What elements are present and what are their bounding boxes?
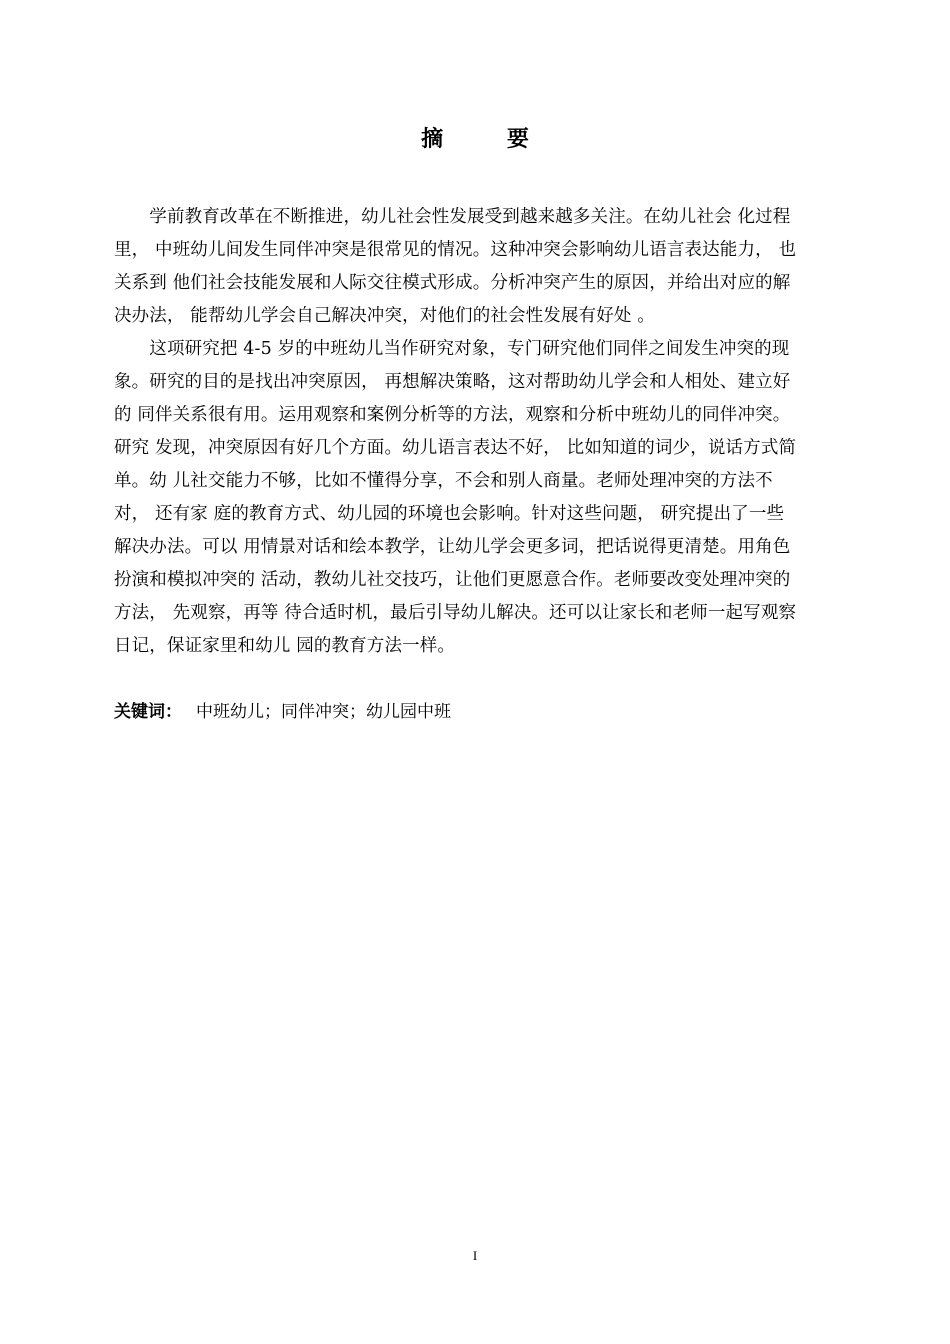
page-number: I	[472, 1248, 478, 1263]
paragraph-line: 单。幼 儿社交能力不够，比如不懂得分享，不会和别人商量。老师处理冲突的方法不	[114, 471, 773, 491]
abstract-title: 摘 要	[421, 127, 557, 152]
paragraph-line: 对， 还有家 庭的教育方式、幼儿园的环境也会影响。针对这些问题， 研究提出了一些	[114, 504, 785, 524]
paragraph-line: 象。研究的目的是找出冲突原因， 再想解决策略，这对帮助幼儿学会和人相处、建立好	[114, 372, 791, 392]
paragraph-line: 方法， 先观察，再等 待合适时机，最后引导幼儿解决。还可以让家长和老师一起写观察	[114, 603, 797, 623]
paragraph-line: 扮演和模拟冲突的 活动，教幼儿社交技巧，让他们更愿意合作。老师要改变处理冲突的	[114, 570, 791, 590]
keywords-value: 中班幼儿；同伴冲突；幼儿园中班	[196, 702, 451, 722]
keywords-line	[114, 697, 451, 727]
paragraph-line: 研究 发现，冲突原因有好几个方面。幼儿语言表达不好， 比如知道的词少，说话方式简	[114, 438, 797, 458]
paragraph-line: 这项研究把 4-5 岁的中班幼儿当作研究对象，专门研究他们同伴之间发生冲突的现	[114, 339, 790, 359]
paragraph-line: 里， 中班幼儿间发生同伴冲突是很常见的情况。这种冲突会影响幼儿语言表达能力， 也	[114, 240, 797, 260]
paragraph-line: 决办法， 能帮幼儿学会自己解决冲突，对他们的社会性发展有好处 。	[114, 306, 655, 326]
paragraph-line: 解决办法。可以 用情景对话和绘本教学，让幼儿学会更多词，把话说得更清楚。用角色	[114, 537, 791, 557]
paragraph-line: 学前教育改革在不断推进，幼儿社会性发展受到越来越多关注。在幼儿社会 化过程	[114, 207, 791, 227]
abstract-paragraph-1	[114, 201, 864, 333]
paragraph-line: 日记，保证家里和幼儿 园的教育方法一样。	[114, 636, 456, 656]
abstract-paragraph-2	[114, 333, 864, 663]
paragraph-line: 的 同伴关系很有用。运用观察和案例分析等的方法，观察和分析中班幼儿的同伴冲突。	[114, 405, 791, 425]
keywords-label: 关键词：	[114, 702, 182, 722]
paragraph-line: 关系到 他们社会技能发展和人际交往模式形成。分析冲突产生的原因，并给出对应的解	[114, 273, 791, 293]
